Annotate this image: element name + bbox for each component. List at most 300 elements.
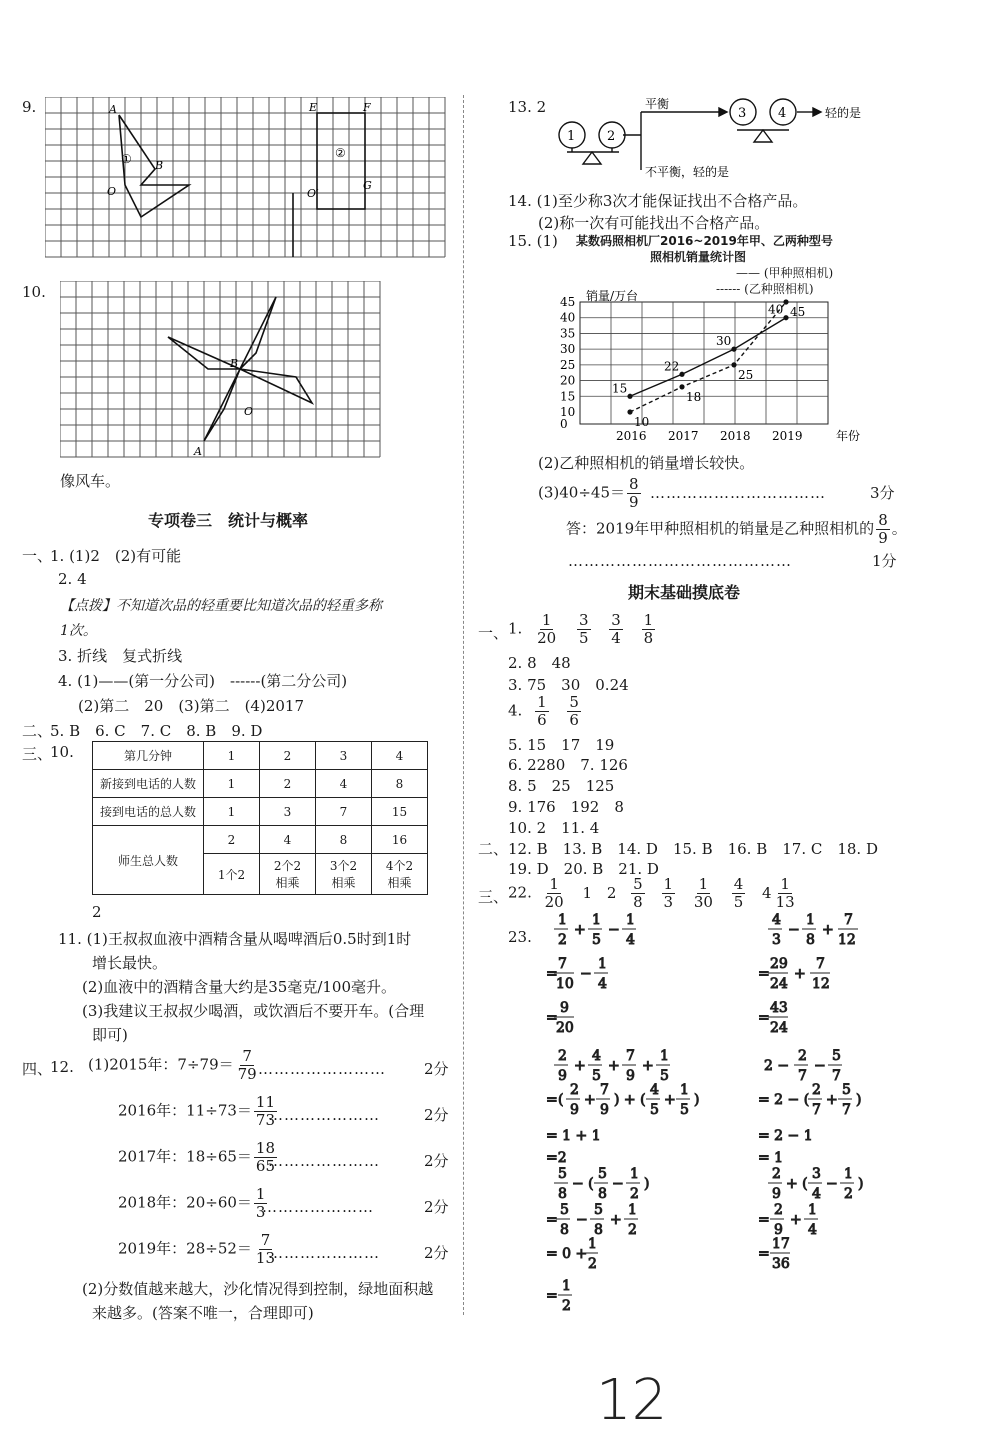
- q10-grid-figure: [60, 281, 385, 461]
- calc-right-2: [758, 1048, 861, 1166]
- table-cell: 1个2: [204, 854, 260, 895]
- svg-text:8: 8: [560, 1222, 569, 1238]
- svg-text:1: 1: [558, 912, 567, 928]
- dot-leader: …………………: [268, 1244, 380, 1262]
- arrow-head: [719, 108, 727, 116]
- calc-left-3: [546, 1166, 649, 1314]
- q9-label: E: [309, 101, 318, 114]
- svg-text:): ): [644, 1176, 650, 1192]
- calc-left-1: [546, 912, 636, 1036]
- numerator: 7: [242, 1047, 252, 1065]
- y-tick-label: 10: [560, 405, 576, 419]
- denominator: 5: [578, 629, 589, 647]
- svg-text:7: 7: [844, 912, 853, 928]
- svg-text:1: 1: [628, 1202, 637, 1218]
- svg-text:+: +: [790, 1212, 802, 1228]
- calc-right-3: [758, 1166, 863, 1272]
- y-tick-label: 0: [560, 417, 568, 431]
- score-label: 2分: [424, 1106, 449, 1124]
- denominator: 4: [611, 629, 621, 647]
- table-cell: 接到电话的总人数: [93, 798, 204, 826]
- svg-text:=: =: [758, 1246, 770, 1262]
- svg-text:5: 5: [594, 1202, 603, 1218]
- denominator: 8: [633, 893, 643, 911]
- svg-text:2: 2: [562, 1298, 571, 1314]
- balance-diagram: [555, 90, 875, 180]
- svg-text:7: 7: [812, 1102, 821, 1118]
- fraction: [535, 694, 549, 729]
- conclusion-end: 。: [891, 519, 907, 538]
- q9-label: G: [363, 179, 372, 192]
- x-tick-label: 2019: [772, 429, 803, 443]
- dot-leader: …………………: [262, 1198, 374, 1216]
- series-line-yi: [630, 302, 786, 412]
- fraction: [642, 612, 656, 647]
- svg-text:4: 4: [650, 1082, 659, 1098]
- table-cell: 2: [204, 826, 260, 854]
- dot-leader: ……………………: [258, 1060, 386, 1078]
- svg-text:7: 7: [832, 1068, 841, 1084]
- x-tick-label: 2018: [720, 429, 751, 443]
- integer-answer: 2: [606, 883, 617, 902]
- answer-15-3-text: (3)40÷45＝: [538, 483, 625, 502]
- score-label: 2分: [424, 1060, 449, 1078]
- answer-11a-cont: 增长最快。: [92, 954, 168, 972]
- q9-label: O′: [307, 187, 319, 200]
- numerator: 11: [255, 1093, 276, 1111]
- q9-shape-1: [119, 115, 189, 217]
- denominator: 6: [537, 711, 547, 729]
- svg-text:5: 5: [560, 1202, 569, 1218]
- svg-text:29: 29: [770, 956, 788, 972]
- table-row: [93, 826, 428, 854]
- svg-text:5: 5: [680, 1102, 689, 1118]
- q10-label: B: [230, 357, 239, 370]
- fraction: [662, 876, 676, 911]
- svg-text:(: (: [558, 1092, 564, 1108]
- data-point: [783, 315, 788, 320]
- svg-text:−: −: [580, 966, 592, 982]
- denominator: 8: [643, 629, 654, 647]
- svg-text:−: −: [814, 1058, 826, 1074]
- data-label: 22: [664, 359, 680, 374]
- legend-entry-jia: —— (甲种照相机): [736, 266, 834, 280]
- svg-text:4: 4: [598, 976, 607, 992]
- svg-text:−: −: [788, 922, 800, 938]
- chart-subtitle: 照相机销量统计图: [650, 250, 747, 264]
- numerator: 5: [569, 693, 579, 711]
- denominator: 3: [255, 1203, 266, 1221]
- answer-15-3: [538, 476, 643, 511]
- circle-label: 1: [567, 129, 576, 144]
- data-point: [679, 372, 684, 377]
- q9-label: A: [109, 103, 117, 116]
- q10-windmill-shape: [168, 297, 312, 441]
- final-answer-5: 5. 15 17 19: [508, 736, 615, 754]
- svg-text:= 2 − (: = 2 − (: [758, 1092, 810, 1108]
- data-point: [627, 394, 632, 399]
- answer-3: 3. 折线 复式折线: [58, 647, 183, 665]
- svg-text:5: 5: [832, 1048, 841, 1064]
- denominator: 73: [255, 1111, 276, 1129]
- svg-text:8: 8: [594, 1222, 603, 1238]
- svg-text:=: =: [546, 966, 558, 982]
- q23-calculations: [540, 910, 870, 1320]
- svg-text:4: 4: [812, 1186, 821, 1202]
- score-label: 2分: [424, 1244, 449, 1262]
- fraction: [774, 876, 797, 911]
- part2-heading: 二、: [22, 722, 53, 740]
- q12-row: [118, 1186, 269, 1221]
- q-number: 4.: [508, 701, 523, 720]
- q10-number: 10.: [22, 283, 46, 301]
- calc-left-2: [546, 1048, 699, 1166]
- svg-text:9: 9: [626, 1068, 635, 1084]
- table-cell: 1: [204, 770, 260, 798]
- svg-text:): ): [858, 1176, 864, 1192]
- svg-text:=: =: [758, 1212, 770, 1228]
- numerator: 3: [611, 611, 621, 629]
- data-label: 15: [612, 381, 628, 396]
- final-part3-heading: 三、: [478, 888, 509, 906]
- table-cell: 1: [204, 798, 260, 826]
- data-point: [783, 299, 788, 304]
- svg-text:7: 7: [798, 1068, 807, 1084]
- svg-text:7: 7: [600, 1082, 609, 1098]
- conclusion-text: 答：2019年甲种照相机的销量是乙种照相机的: [566, 519, 875, 538]
- svg-text:7: 7: [558, 956, 567, 972]
- answer-1: 1. (1)2 (2)有可能: [50, 547, 182, 565]
- table-cell: 第几分钟: [93, 742, 204, 770]
- balanced-label: 平衡: [645, 97, 670, 111]
- svg-text:9: 9: [558, 1068, 567, 1084]
- svg-text:1: 1: [626, 912, 635, 928]
- svg-text:4: 4: [808, 1222, 817, 1238]
- table-cell: 16: [372, 826, 428, 854]
- score-label: 2分: [424, 1152, 449, 1170]
- final-exam-title: 期末基础摸底卷: [628, 583, 741, 602]
- table-cell: 8: [316, 826, 372, 854]
- answer-11b: (2)血液中的酒精含量大约是35毫克/100毫升。: [82, 978, 397, 996]
- svg-text:): ): [694, 1092, 700, 1108]
- q9-grid-figure: [45, 97, 450, 262]
- y-axis-label: 销量/万台: [586, 289, 639, 303]
- svg-text:=2: =2: [546, 1150, 567, 1166]
- svg-text:8: 8: [806, 932, 815, 948]
- q10-label: A: [194, 445, 202, 458]
- svg-text:=: =: [546, 1092, 558, 1108]
- table-cell: 4: [316, 770, 372, 798]
- svg-text:=: =: [546, 1288, 558, 1304]
- fraction: [567, 694, 581, 729]
- svg-text:2: 2: [588, 1256, 597, 1272]
- numerator: 1: [255, 1185, 266, 1203]
- final-answer-4: [508, 694, 583, 729]
- svg-text:= 2 − 1: = 2 − 1: [758, 1128, 813, 1144]
- circle-label: 2: [607, 129, 616, 144]
- table-cell: 15: [372, 798, 428, 826]
- numerator: 1: [780, 875, 790, 893]
- numerator: 5: [633, 875, 643, 893]
- table-cell: 2: [260, 742, 316, 770]
- x-axis-label: 年份: [836, 429, 861, 443]
- svg-text:9: 9: [774, 1222, 783, 1238]
- dot-leader: ……………………………: [650, 484, 826, 502]
- balance-triangle-2: [754, 130, 772, 142]
- svg-text:2: 2: [570, 1082, 579, 1098]
- q12-row: [118, 1140, 279, 1175]
- q9-grid-lines: [45, 97, 445, 257]
- svg-text:2: 2: [772, 1166, 781, 1182]
- fraction: [236, 1048, 259, 1083]
- svg-text:−: −: [608, 922, 620, 938]
- fraction: [577, 612, 591, 647]
- q15-number: 15. (1): [508, 232, 558, 250]
- svg-text:=: =: [546, 1212, 558, 1228]
- score-label: 1分: [872, 552, 897, 570]
- denominator: 13: [255, 1249, 276, 1267]
- svg-text:5: 5: [558, 1166, 567, 1182]
- svg-text:8: 8: [558, 1186, 567, 1202]
- svg-text:= 1: = 1: [758, 1150, 784, 1166]
- svg-text:8: 8: [598, 1186, 607, 1202]
- denominator: 6: [569, 711, 579, 729]
- after-table-text: 2: [92, 903, 102, 921]
- circle-label: 3: [738, 106, 747, 121]
- svg-text:12: 12: [812, 976, 830, 992]
- svg-text:9: 9: [600, 1102, 609, 1118]
- x-tick-label: 2016: [616, 429, 647, 443]
- numerator: 1: [537, 693, 547, 711]
- part2-answers: 5. B 6. C 7. C 8. B 9. D: [50, 722, 263, 740]
- svg-text:−: −: [612, 1176, 624, 1192]
- balance-triangle-1: [583, 152, 601, 164]
- denominator: 3: [663, 893, 674, 911]
- answer-4b: (2)第二 20 (3)第二 (4)2017: [78, 697, 305, 715]
- svg-text:17: 17: [772, 1236, 790, 1252]
- svg-text:5: 5: [660, 1068, 669, 1084]
- svg-text:−: −: [826, 1176, 838, 1192]
- fraction: [876, 512, 890, 547]
- q12-row-text: 2017年：18÷65＝: [118, 1147, 252, 1166]
- table-cell: 4个2 相乘: [372, 854, 428, 895]
- unbalanced-label: 不平衡，轻的是: [645, 165, 730, 179]
- svg-text:2: 2: [558, 1048, 567, 1064]
- data-point: [627, 409, 632, 414]
- y-tick-label: 35: [560, 326, 576, 341]
- part3-heading: 三、: [22, 745, 53, 763]
- svg-text:+: +: [574, 1058, 586, 1074]
- svg-text:5: 5: [650, 1102, 659, 1118]
- data-label: 30: [716, 334, 732, 349]
- q12-row-text: 2019年：28÷52＝: [118, 1239, 252, 1258]
- q10-table-number: 10.: [50, 743, 74, 761]
- final-part1-heading: 一、: [478, 624, 509, 642]
- data-point: [731, 362, 736, 367]
- svg-text:1: 1: [592, 912, 601, 928]
- denominator: 9: [629, 493, 639, 511]
- q12-row: [118, 1094, 279, 1129]
- answer-11c: (3)我建议王叔叔少喝酒，或饮酒后不要开车。(合理: [82, 1002, 425, 1020]
- data-label: 40: [768, 302, 784, 317]
- q12-row: [88, 1048, 261, 1083]
- final-answer-6: 6. 2280 7. 126: [508, 756, 628, 774]
- fraction: [732, 876, 746, 911]
- circle-label: 4: [778, 106, 787, 121]
- numerator: 1: [643, 611, 654, 629]
- svg-text:5: 5: [592, 932, 601, 948]
- svg-text:43: 43: [770, 1000, 788, 1016]
- final-answer-8: 8. 5 25 125: [508, 777, 615, 795]
- svg-text:+: +: [608, 1058, 620, 1074]
- q12-row-text: (1)2015年：7÷79＝: [88, 1055, 234, 1074]
- svg-text:−: −: [576, 1212, 588, 1228]
- table-cell: 1: [204, 742, 260, 770]
- numerator: 1: [549, 875, 559, 893]
- svg-text:+: +: [664, 1092, 676, 1108]
- score-label: 2分: [424, 1198, 449, 1216]
- svg-text:36: 36: [772, 1256, 790, 1272]
- table-cell: 3个2 相乘: [316, 854, 372, 895]
- numerator: 8: [878, 511, 888, 529]
- q9-label: O: [107, 185, 117, 198]
- svg-text:2 −: 2 −: [764, 1058, 790, 1074]
- svg-text:1: 1: [598, 956, 607, 972]
- q12-row-text: 2016年：11÷73＝: [118, 1101, 252, 1120]
- part1-heading: 一、: [22, 547, 53, 565]
- svg-text:2: 2: [798, 1048, 807, 1064]
- svg-text:24: 24: [770, 976, 788, 992]
- svg-text:1: 1: [844, 1166, 853, 1182]
- answer-15-conclusion: [566, 512, 907, 547]
- data-point: [731, 347, 736, 352]
- handwritten-page-number: 12: [596, 1368, 668, 1433]
- score-label: 3分: [870, 484, 895, 502]
- svg-text:5: 5: [592, 1068, 601, 1084]
- dot-leader: …………………: [268, 1106, 380, 1124]
- table-cell: 师生总人数: [93, 826, 204, 895]
- svg-text:): ): [856, 1092, 862, 1108]
- answer-12b-cont: 来越多。(答案不唯一，合理即可): [92, 1304, 314, 1322]
- svg-text:4: 4: [592, 1048, 601, 1064]
- numerator: 3: [578, 611, 589, 629]
- svg-text:2: 2: [630, 1186, 639, 1202]
- svg-text:=: =: [546, 1010, 558, 1026]
- svg-text:5: 5: [842, 1082, 851, 1098]
- svg-text:+: +: [822, 922, 834, 938]
- legend-entry-yi: ------ (乙种照相机): [716, 282, 814, 296]
- fraction: [535, 612, 558, 647]
- svg-text:9: 9: [772, 1186, 781, 1202]
- svg-text:+ (: + (: [786, 1176, 808, 1192]
- svg-text:2: 2: [774, 1202, 783, 1218]
- numerator: 4: [733, 875, 744, 893]
- final-answer-9: 9. 176 192 8: [508, 798, 624, 816]
- lighter-label: 轻的是: [825, 106, 862, 120]
- svg-text:+: +: [610, 1212, 622, 1228]
- table-cell: 2个2 相乘: [260, 854, 316, 895]
- table-cell: 2: [260, 770, 316, 798]
- dot-leader: …………………: [268, 1152, 380, 1170]
- data-label: 18: [686, 389, 702, 404]
- denominator: 20: [544, 893, 564, 911]
- svg-text:9: 9: [560, 1000, 569, 1016]
- svg-text:5: 5: [598, 1166, 607, 1182]
- table-row: [93, 742, 428, 770]
- final-part2-line1: 12. B 13. B 14. D 15. B 16. B 17. C 18. D: [508, 840, 878, 858]
- hint-note: 【点拨】不知道次品的轻重要比知道次品的轻重多称: [60, 598, 382, 614]
- sales-line-chart: [540, 280, 870, 448]
- svg-text:= 1 + 1: = 1 + 1: [546, 1128, 601, 1144]
- table-row: [93, 798, 428, 826]
- final-part2-line2: 19. D 20. B 21. D: [508, 860, 659, 878]
- integer-answer: 1: [582, 883, 593, 902]
- svg-text:+: +: [574, 922, 586, 938]
- y-axis-ticks: [560, 295, 575, 431]
- dot-leader: ……………………………………: [568, 552, 792, 570]
- answer-12b: (2)分数值越来越大，沙化情况得到控制，绿地面积越: [82, 1280, 434, 1298]
- y-tick-label: 30: [560, 342, 576, 357]
- answer-15-2: (2)乙种照相机的销量增长较快。: [538, 454, 755, 472]
- chart-series: [612, 299, 805, 429]
- svg-text:4: 4: [626, 932, 635, 948]
- q23-number: 23.: [508, 928, 532, 946]
- q10-label: O: [244, 405, 254, 418]
- final-answer-2: 2. 8 48: [508, 654, 571, 672]
- svg-text:1: 1: [630, 1166, 639, 1182]
- y-tick-label: 20: [560, 373, 576, 388]
- svg-text:1: 1: [680, 1082, 689, 1098]
- q-number: 22.: [508, 883, 532, 902]
- phone-call-table: [92, 741, 428, 895]
- part4-heading: 四、: [22, 1060, 53, 1078]
- fraction: [631, 876, 645, 911]
- svg-text:9: 9: [570, 1102, 579, 1118]
- denominator: 20: [537, 629, 557, 647]
- table-cell: 新接到电话的人数: [93, 770, 204, 798]
- svg-text:1: 1: [562, 1278, 571, 1294]
- denominator: 5: [733, 893, 744, 911]
- answer-14b: (2)称一次有可能找出不合格产品。: [538, 214, 770, 232]
- q9-label: B: [155, 159, 164, 172]
- svg-text:2: 2: [628, 1222, 637, 1238]
- q10-caption: 像风车。: [60, 472, 121, 490]
- section-title: 专项卷三 统计与概率: [148, 511, 309, 530]
- svg-text:=: =: [758, 966, 770, 982]
- answer-2: 2. 4: [58, 570, 87, 588]
- svg-text:24: 24: [770, 1020, 788, 1036]
- q12-row-text: 2018年：20÷60＝: [118, 1193, 252, 1212]
- q9-label: ②: [335, 146, 346, 160]
- table-cell: 3: [316, 742, 372, 770]
- final-part2-heading: 二、: [478, 840, 509, 858]
- numerator: 1: [663, 875, 674, 893]
- denominator: 13: [775, 893, 795, 911]
- svg-text:10: 10: [556, 976, 574, 992]
- numerator: 18: [255, 1139, 276, 1157]
- table-cell: 4: [372, 742, 428, 770]
- table-cell: 3: [260, 798, 316, 826]
- final-answer-10: 10. 2 11. 4: [508, 819, 600, 837]
- table-cell: 8: [372, 770, 428, 798]
- y-tick-label: 25: [560, 357, 576, 372]
- denominator: 30: [693, 893, 713, 911]
- table-row: [93, 770, 428, 798]
- y-tick-label: 40: [560, 310, 576, 325]
- svg-text:7: 7: [816, 956, 825, 972]
- data-label: 25: [738, 367, 754, 382]
- series-line-jia: [630, 318, 786, 397]
